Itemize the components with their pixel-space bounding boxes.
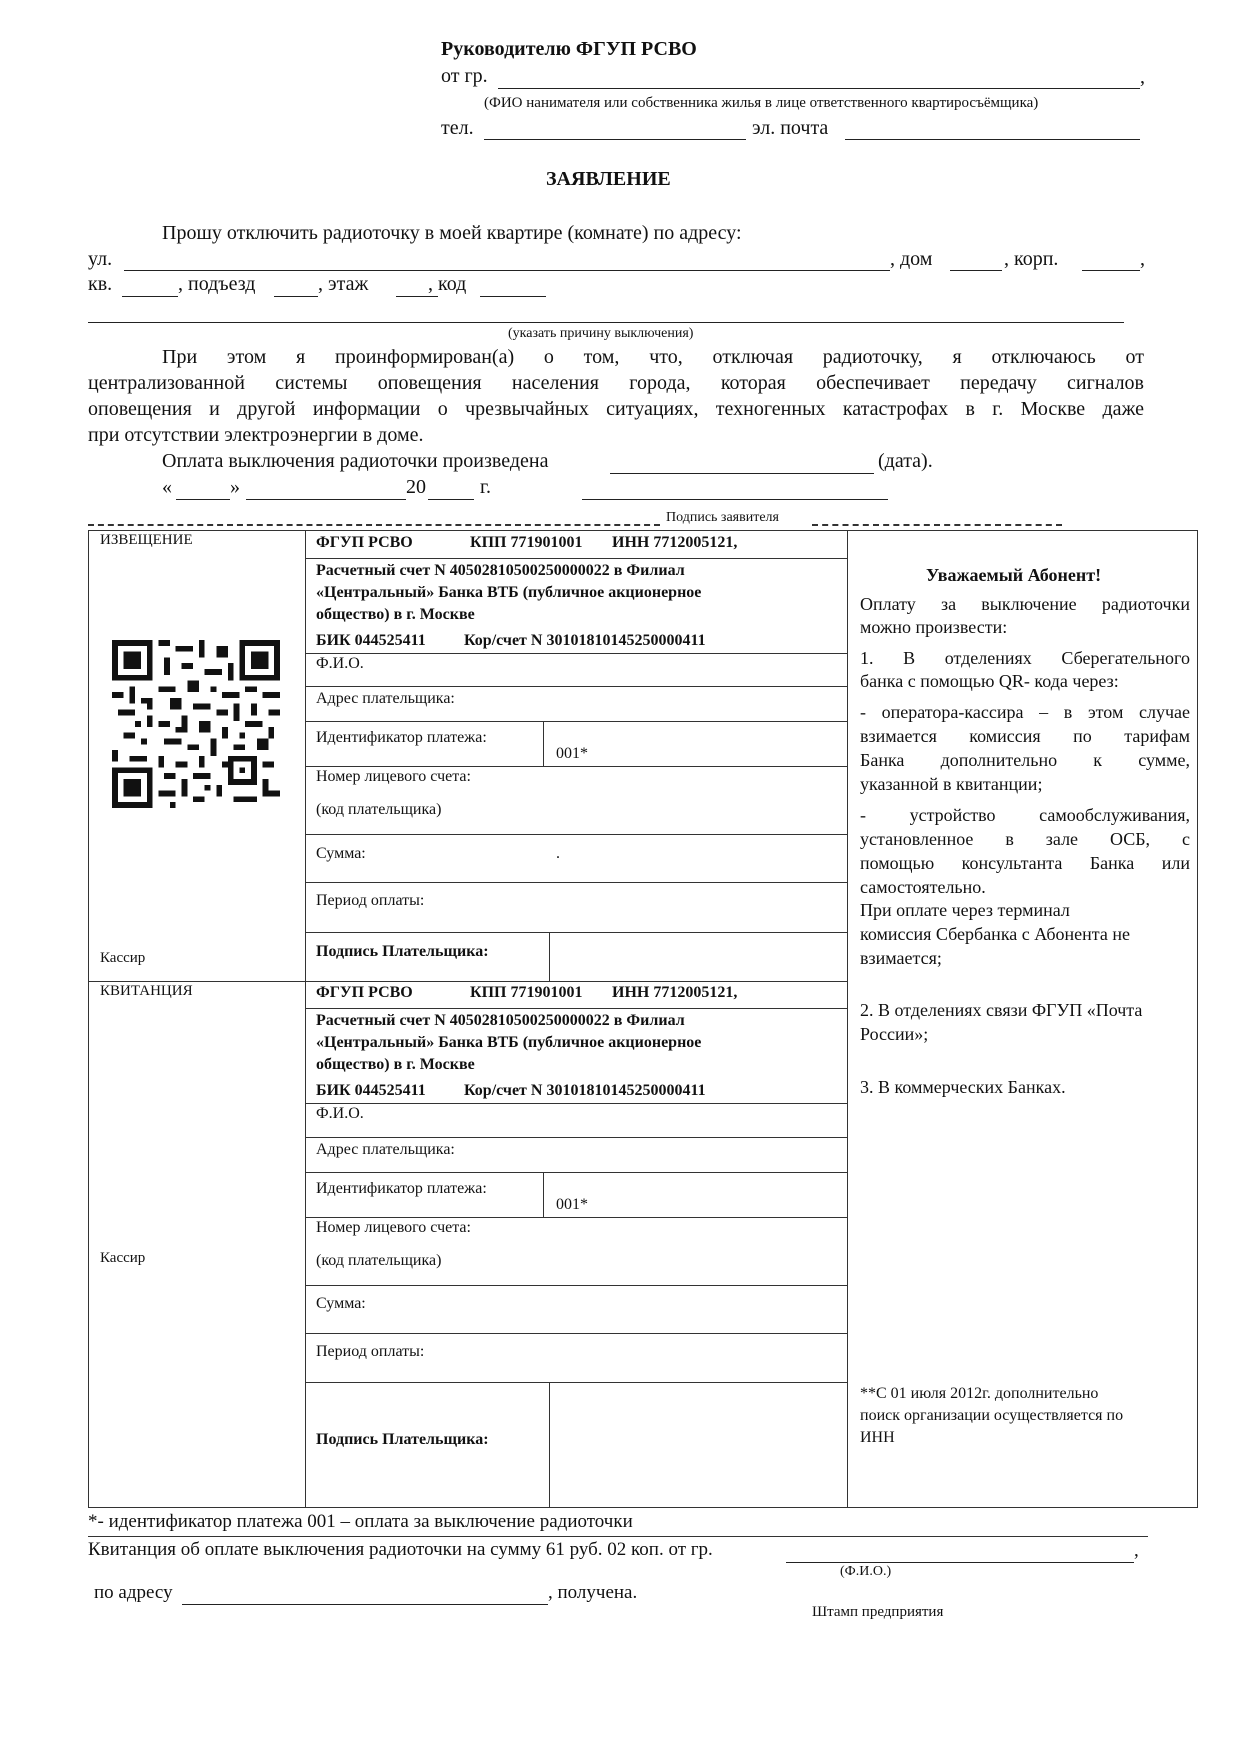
stamp-label: Штамп предприятия [812, 1604, 944, 1620]
from-label: от гр. [441, 65, 488, 87]
notice-line-1: При этом я проинформирован(а) о том, что, отключая радиоточку, я отключаюсь от [162, 346, 1144, 368]
receipt-row-line [305, 1103, 847, 1104]
footnote: *- идентификатор платежа 001 – оплата за выключение радиоточки [88, 1511, 633, 1532]
notice-payment-id-value: 001* [556, 745, 588, 762]
notice-sum-label: Сумма: [316, 845, 366, 862]
notice-period-label: Период оплаты: [316, 892, 425, 909]
reason-hint: (указать причину выключения) [508, 326, 694, 341]
info-greeting: Уважаемый Абонент! [926, 565, 1102, 585]
qr-code-icon [112, 640, 280, 808]
receipt-row-line [305, 1172, 847, 1173]
slip-divider-right [847, 530, 848, 1508]
code-field-line[interactable] [480, 296, 546, 297]
notice-payment-id-label: Идентификатор платежа: [316, 729, 487, 746]
info-line-3: 1. В отделениях Сберегательного [860, 648, 1190, 668]
date-year-field-line[interactable] [428, 499, 474, 500]
info-line-5: - оператора-кассира – в этом случае [860, 702, 1190, 722]
notice-row-line [305, 558, 847, 559]
receipt-cashier-label: Кассир [100, 1250, 146, 1266]
receipt-section-title: КВИТАНЦИЯ [100, 983, 193, 999]
receipt-row-line [305, 1382, 847, 1383]
receipt-sum-label: Сумма: [316, 1295, 366, 1312]
notice-kpp: КПП 771901001 [470, 534, 583, 551]
from-trail: , [1140, 66, 1145, 88]
receipt-bik: БИК 044525411 [316, 1082, 426, 1099]
date-open-quote: « [162, 476, 172, 498]
phone-label: тел. [441, 117, 474, 139]
info-post-line-2: России»; [860, 1024, 929, 1044]
notice-payer-code-label: (код плательщика) [316, 801, 442, 818]
notice-account-line-3: общество) в г. Москве [316, 606, 475, 623]
received-text: , получена. [548, 1582, 638, 1603]
entrance-field-line[interactable] [274, 296, 318, 297]
notice-row-line [305, 721, 847, 722]
info-line-10: установленное в зале ОСБ, с [860, 829, 1190, 849]
receipt-row-line [305, 1137, 847, 1138]
receipt-payer-code-label: (код плательщика) [316, 1252, 442, 1269]
address-label: по адресу [94, 1582, 173, 1603]
info-commercial-banks: 3. В коммерческих Банках. [860, 1077, 1066, 1097]
receipt-address-label: Адрес плательщика: [316, 1141, 455, 1158]
entrance-label: , подъезд [178, 273, 256, 295]
email-field-line[interactable] [845, 139, 1140, 140]
email-label: эл. почта [752, 117, 829, 139]
receipt-row-line [305, 1008, 847, 1009]
receipt-account-no-label: Номер лицевого счета: [316, 1219, 471, 1236]
receipt-payment-id-label: Идентификатор платежа: [316, 1180, 487, 1197]
receipt-payment-id-value: 001* [556, 1196, 588, 1213]
date-year-suffix: г. [480, 476, 491, 498]
notice-sum-value[interactable]: . [556, 845, 560, 862]
info-post-line-1: 2. В отделениях связи ФГУП «Почта [860, 1000, 1143, 1020]
receipt-row-line [305, 1333, 847, 1334]
from-field-line[interactable] [498, 88, 1140, 89]
notice-id-divider [543, 721, 544, 766]
notice-row-line [305, 834, 847, 835]
receipt-id-divider [543, 1172, 544, 1217]
notice-cashier-label: Кассир [100, 950, 146, 966]
info-line-4: банка с помощью QR- кода через: [860, 671, 1119, 691]
reason-field-line[interactable] [88, 322, 1124, 323]
receipt-confirmation-trail: , [1134, 1540, 1139, 1561]
receipt-inn: ИНН 7712005121, [612, 984, 738, 1001]
slip-section-divider [88, 981, 848, 982]
notice-row-line [305, 932, 847, 933]
notice-section-title: ИЗВЕЩЕНИЕ [100, 532, 193, 548]
floor-field-line[interactable] [396, 296, 438, 297]
date-close-quote: » [230, 476, 240, 498]
notice-row-line [305, 882, 847, 883]
fio-hint: (ФИО нанимателя или собственника жилья в лице ответственного квартиросъёмщика) [484, 95, 1039, 111]
cut-line-left [88, 524, 660, 526]
receipt-signature-divider [549, 1382, 550, 1508]
building-field-line[interactable] [1082, 270, 1140, 271]
notice-row-line [305, 653, 847, 654]
addressee: Руководителю ФГУП РСВО [441, 38, 697, 60]
info-line-8: указанной в квитанции; [860, 774, 1043, 794]
code-label: , код [428, 273, 467, 295]
info-line-11: помощью консультанта Банка или [860, 853, 1190, 873]
info-note-line-3: ИНН [860, 1429, 895, 1446]
notice-row-line [305, 686, 847, 687]
request-intro: Прошу отключить радиоточку в моей квартире (комнате) по адресу: [162, 222, 742, 244]
receipt-org: ФГУП РСВО [316, 984, 413, 1001]
apartment-field-line[interactable] [122, 296, 178, 297]
notice-line-3: оповещения и другой информации о чрезвычайных ситуациях, техногенных катастрофах в г. Москве даже [88, 398, 1144, 420]
receipt-period-label: Период оплаты: [316, 1343, 425, 1360]
page-title: ЗАЯВЛЕНИЕ [546, 168, 671, 190]
info-line-14: комиссия Сбербанка с Абонента не [860, 924, 1130, 944]
phone-field-line[interactable] [484, 139, 746, 140]
street-label: ул. [88, 248, 113, 270]
house-label: , дом [890, 248, 933, 270]
floor-label: , этаж [318, 273, 369, 295]
address-field-line[interactable] [182, 1604, 548, 1605]
receipt-payer-signature-label: Подпись Плательщика: [316, 1431, 489, 1448]
info-line-6: взимается комиссия по тарифам [860, 726, 1190, 746]
slip-divider-left [305, 530, 306, 1508]
house-field-line[interactable] [950, 270, 1002, 271]
notice-corr-account: Кор/счет N 30101810145250000411 [464, 632, 706, 649]
date-year-prefix: 20 [406, 476, 426, 498]
receipt-fio-field-line[interactable] [786, 1562, 1134, 1563]
payment-date-label: (дата). [878, 450, 933, 472]
notice-line-2: централизованной системы оповещения населения города, которая обеспечивает передачу сигналов [88, 372, 1144, 394]
signature-field-line[interactable] [582, 499, 888, 500]
date-month-field-line[interactable] [246, 499, 406, 500]
info-line-7: Банка дополнительно к сумме, [860, 750, 1190, 770]
notice-payer-signature-label: Подпись Плательщика: [316, 943, 489, 960]
info-line-2: можно произвести: [860, 617, 1008, 637]
receipt-fio-hint: (Ф.И.О.) [840, 1564, 892, 1579]
notice-line-4: при отсутствии электроэнергии в доме. [88, 424, 424, 446]
info-line-9: - устройство самообслуживания, [860, 805, 1190, 825]
notice-fio-label: Ф.И.О. [316, 655, 364, 672]
receipt-row-line [305, 1285, 847, 1286]
info-note-line-1: **С 01 июля 2012г. дополнительно [860, 1385, 1099, 1402]
info-line-15: взимается; [860, 948, 942, 968]
notice-bik: БИК 044525411 [316, 632, 426, 649]
footer-divider [88, 1536, 1148, 1537]
apartment-label: кв. [88, 273, 113, 295]
receipt-fio-label: Ф.И.О. [316, 1105, 364, 1122]
info-line-1: Оплату за выключение радиоточки [860, 594, 1190, 614]
signature-hint: Подпись заявителя [666, 510, 779, 525]
notice-account-no-label: Номер лицевого счета: [316, 768, 471, 785]
receipt-corr-account: Кор/счет N 30101810145250000411 [464, 1082, 706, 1099]
receipt-account-line-3: общество) в г. Москве [316, 1056, 475, 1073]
cut-line-right [812, 524, 1062, 526]
notice-row-line [305, 766, 847, 767]
receipt-account-line-2: «Центральный» Банка ВТБ (публичное акционерное [316, 1034, 702, 1051]
date-day-field-line[interactable] [176, 499, 230, 500]
street-field-line[interactable] [124, 270, 890, 271]
notice-account-line-2: «Центральный» Банка ВТБ (публичное акционерное [316, 584, 702, 601]
notice-signature-divider [549, 932, 550, 981]
notice-org: ФГУП РСВО [316, 534, 413, 551]
receipt-row-line [305, 1217, 847, 1218]
building-trail: , [1140, 248, 1145, 270]
info-note-line-2: поиск организации осуществляется по [860, 1407, 1124, 1424]
receipt-account-line-1: Расчетный счет N 40502810500250000022 в Филиал [316, 1012, 685, 1029]
notice-account-line-1: Расчетный счет N 40502810500250000022 в Филиал [316, 562, 685, 579]
payment-made-text: Оплата выключения радиоточки произведена [162, 450, 549, 472]
info-line-12: самостоятельно. [860, 877, 986, 897]
payment-date-field-line[interactable] [610, 473, 874, 474]
notice-inn: ИНН 7712005121, [612, 534, 738, 551]
receipt-kpp: КПП 771901001 [470, 984, 583, 1001]
building-label: , корп. [1004, 248, 1059, 270]
receipt-confirmation-text: Квитанция об оплате выключения радиоточки на сумму 61 руб. 02 коп. от гр. [88, 1539, 713, 1560]
info-line-13: При оплате через терминал [860, 900, 1070, 920]
notice-address-label: Адрес плательщика: [316, 690, 455, 707]
